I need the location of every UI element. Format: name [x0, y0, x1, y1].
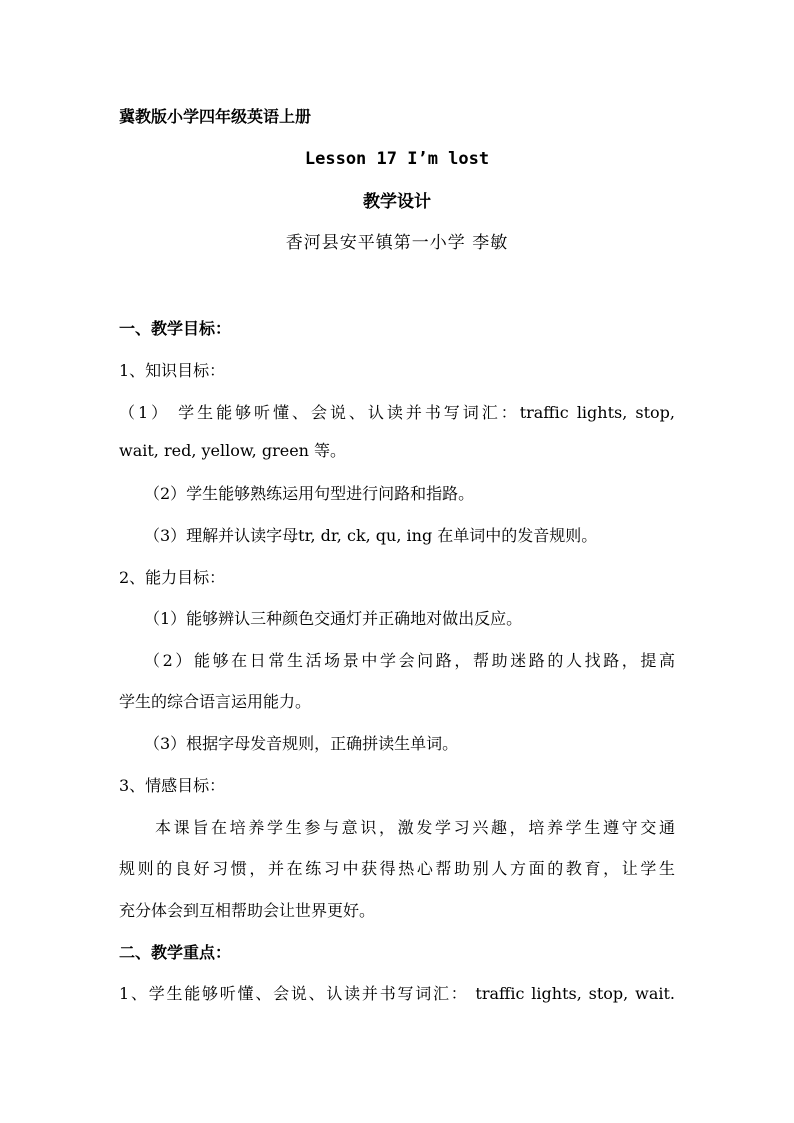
author-line: 香河县安平镇第一小学 李敏 [285, 233, 509, 253]
key-point-item-1: 1、学生能够听懂、会说、认读并书写词汇： traffic lights, stop, wait. [119, 984, 675, 1003]
lesson-title: Lesson 17 I’m lost [304, 149, 490, 169]
knowledge-goals-heading: 1、知识目标： [119, 361, 226, 380]
document-type-title: 教学设计 [363, 192, 431, 212]
section-2-title: 二、教学重点： [119, 943, 232, 962]
emotion-goals-heading: 3、情感目标： [119, 776, 226, 795]
emotion-paragraph-line-1: 本课旨在培养学生参与意识，激发学习兴趣，培养学生遵守交通 [155, 818, 675, 837]
ability-item-2-line-2: 学生的综合语言运用能力。 [119, 692, 312, 711]
knowledge-item-1-line-2: wait, red, yellow, green 等。 [119, 441, 347, 460]
knowledge-item-1-line-1: （1） 学生能够听懂、会说、认读并书写词汇：traffic lights, stop, [119, 403, 675, 422]
ability-item-2-line-1: （2）能够在日常生活场景中学会问路，帮助迷路的人找路，提高 [144, 651, 675, 670]
textbook-title: 冀教版小学四年级英语上册 [119, 107, 312, 126]
emotion-paragraph-line-2: 规则的良好习惯，并在练习中获得热心帮助别人方面的教育，让学生 [119, 859, 675, 878]
knowledge-item-3: （3）理解并认读字母tr, dr, ck, qu, ing 在单词中的发音规则。 [144, 526, 598, 545]
ability-item-1: （1）能够辨认三种颜色交通灯并正确地对做出反应。 [144, 609, 523, 628]
knowledge-item-2: （2）学生能够熟练运用句型进行问路和指路。 [144, 484, 475, 503]
ability-goals-heading: 2、能力目标： [119, 568, 226, 587]
section-1-title: 一、教学目标： [119, 319, 232, 338]
emotion-paragraph-line-3: 充分体会到互相帮助会让世界更好。 [119, 901, 376, 920]
ability-item-3: （3）根据字母发音规则，正确拼读生单词。 [144, 734, 459, 753]
